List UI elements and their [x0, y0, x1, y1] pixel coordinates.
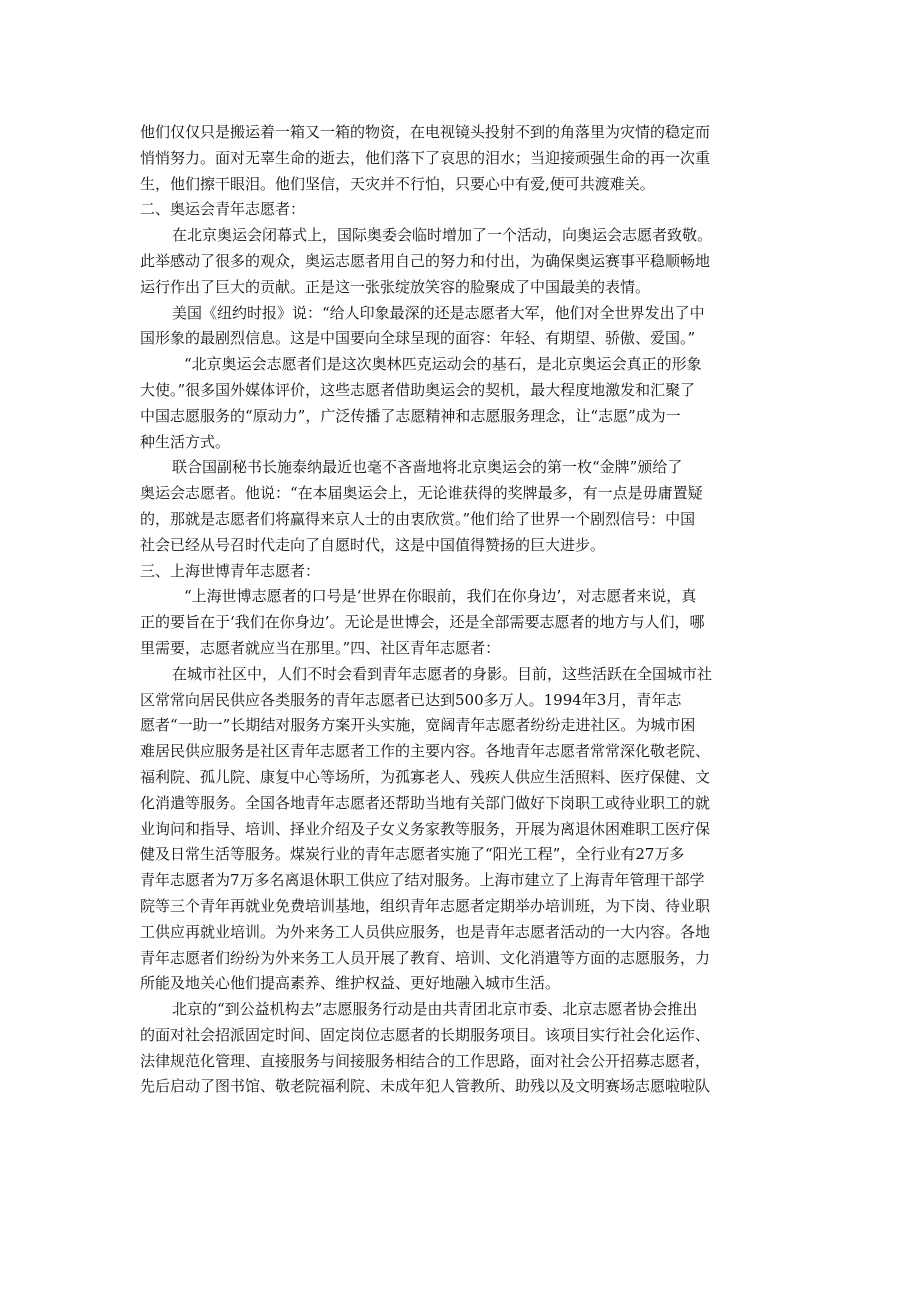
text-line: 种生活方式。: [140, 432, 231, 451]
text-line: 化消遣等服务。全国各地青年志愿者还帮助当地有关部门做好下岗职工或待业职工的就: [140, 793, 711, 812]
text-line: 院等三个青年再就业免费培训基地，组织青年志愿者定期举办培训班，为下岗、待业职: [140, 896, 711, 915]
text-line: 运行作出了巨大的贡献。正是这一张张绽放笑容的脸聚成了中国最美的表情。: [140, 277, 651, 296]
section-heading-olympics: 二、奥运会青年志愿者：: [140, 200, 306, 219]
text-line: 的，那就是志愿者们将赢得来京人士的由衷欣赏。”他们给了世界一个剧烈信号：中国: [140, 509, 696, 528]
text-line: 大使。”很多国外媒体评价，这些志愿者借助奥运会的契机，最大程度地激发和汇聚了: [140, 380, 696, 399]
text-line: 工供应再就业培训。为外来务工人员供应服务，也是青年志愿者活动的一大内容。各地: [140, 922, 711, 941]
document-page: [140, 120, 790, 1100]
text-line: “上海世博志愿者的口号是‘世界在你眼前，我们在你身边’，对志愿者来说，真: [184, 587, 697, 606]
text-line: 美国《纽约时报》说：“给人印象最深的还是志愿者大军，他们对全世界发出了中: [172, 303, 705, 322]
text-line: 所能及地关心他们提高素养、维护权益、更好地融入城市生活。: [140, 974, 561, 993]
text-line: 青年志愿者为7万多名离退休职工供应了结对服务。上海市建立了上海青年管理干部学: [140, 871, 705, 890]
text-line: 福利院、孤儿院、康复中心等场所，为孤寡老人、残疾人供应生活照料、医疗保健、文: [140, 767, 711, 786]
text-line: 国形象的最剧烈信息。这是中国要向全球呈现的面容：年轻、有期望、骄傲、爱国。”: [140, 329, 696, 348]
text-line: 健及日常生活等服务。煤炭行业的青年志愿者实施了“阳光工程”，全行业有27万多: [140, 845, 685, 864]
text-line: 他们仅仅只是搬运着一箱又一箱的物资，在电视镜头投射不到的角落里为灾情的稳定而: [140, 123, 711, 141]
text-line: 难居民供应服务是社区青年志愿者工作的主要内容。各地青年志愿者常常深化敬老院、: [140, 742, 711, 761]
text-line: 奥运会志愿者。他说：“在本届奥运会上，无论谁获得的奖牌最多，有一点是毋庸置疑: [140, 484, 703, 503]
text-line: 生，他们擦干眼泪。他们坚信，天灾并不行怕，只要心中有爱,便可共渡难关。: [140, 174, 655, 193]
text-line: 区常常向居民供应各类服务的青年志愿者已达到500多万人。1994年3月，青年志: [140, 690, 682, 709]
text-line: 愿者“一助一”长期结对服务方案开头实施，宽阔青年志愿者纷纷走进社区。为城市困: [140, 716, 696, 735]
text-line: 业询问和指导、培训、择业介绍及子女义务家教等服务，开展为离退休困难职工医疗保: [140, 819, 711, 838]
text-line: 北京的“到公益机构去”志愿服务行动是由共青团北京市委、北京志愿者协会推出: [172, 1000, 698, 1019]
section-heading-expo: 三、上海世博青年志愿者：: [140, 561, 321, 580]
text-line: “北京奥运会志愿者们是这次奥林匹克运动会的基石，是北京奥运会真正的形象: [184, 355, 702, 374]
text-line: 此举感动了很多的观众，奥运志愿者用自己的努力和付出，为确保奥运赛事平稳顺畅地: [140, 251, 711, 270]
text-line: 悄悄努力。面对无辜生命的逝去，他们落下了哀思的泪水；当迎接顽强生命的再一次重: [140, 148, 711, 167]
text-line: 青年志愿者们纷纷为外来务工人员开展了教育、培训、文化消遣等方面的志愿服务，力: [140, 948, 711, 967]
text-line: 中国志愿服务的“原动力”，广泛传播了志愿精神和志愿服务理念，让“志愿”成为一: [140, 406, 681, 425]
text-line: 社会已经从号召时代走向了自愿时代，这是中国值得赞扬的巨大进步。: [140, 535, 606, 554]
text-line: 里需要，志愿者就应当在那里。”四、社区青年志愿者：: [140, 638, 501, 657]
text-line: 的面对社会招派固定时间、固定岗位志愿者的长期服务项目。该项目实行社会化运作、: [140, 1025, 711, 1044]
text-line: 联合国副秘书长施泰纳最近也毫不吝啬地将北京奥运会的第一枚“金牌”颁给了: [172, 458, 683, 477]
text-line: 在城市社区中，人们不时会看到青年志愿者的身影。目前，这些活跃在全国城市社: [172, 664, 713, 683]
text-line: 在北京奥运会闭幕式上，国际奥委会临时增加了一个活动，向奥运会志愿者致敬。: [172, 226, 713, 245]
text-line: 正的要旨在于‘我们在你身边’。无论是世博会，还是全部需要志愿者的地方与人们，哪: [140, 613, 705, 632]
text-line: 法律规范化管理、直接服务与间接服务相结合的工作思路，面对社会公开招募志愿者，: [140, 1051, 711, 1070]
text-line: 先后启动了图书馆、敬老院福利院、未成年犯人管教所、助残以及文明赛场志愿啦啦队: [140, 1077, 711, 1096]
